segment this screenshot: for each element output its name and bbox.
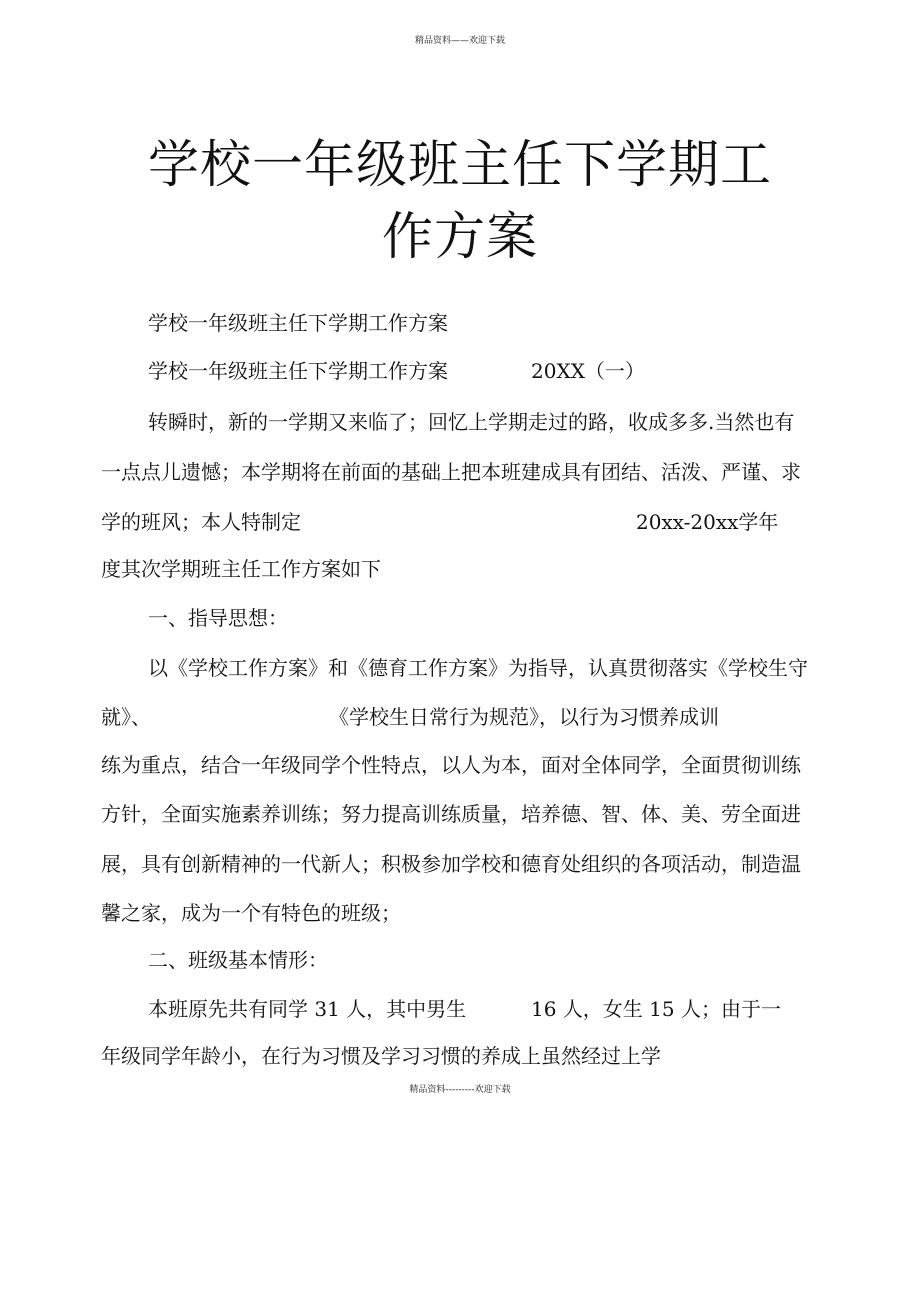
section-1-line-4: 方针，全面实施素养训练；努力提高训练质量，培养德、智、体、美、劳全面进 — [101, 802, 801, 826]
intro-line-3: 学的班风；本人特制定 — [101, 510, 301, 534]
intro-line-4: 度其次学期班主任工作方案如下 — [101, 557, 381, 581]
section-1-line-2a: 就》、 — [101, 705, 151, 729]
subtitle-line: 学校一年级班主任下学期工作方案 — [148, 311, 448, 335]
intro-line-2: 一点点儿遗憾；本学期将在前面的基础上把本班建成具有团结、活泼、严谨、求 — [101, 460, 801, 484]
document-title-line-1: 学校一年级班主任下学期工 — [147, 136, 772, 195]
section-2-heading: 二、班级基本情形： — [148, 948, 328, 972]
section-1-heading: 一、指导思想： — [148, 606, 288, 630]
section-1-line-6: 馨之家，成为一个有特色的班级； — [101, 901, 401, 925]
subtitle-code: 20XX（一） — [531, 359, 645, 383]
subtitle-line-2: 学校一年级班主任下学期工作方案 — [148, 359, 448, 383]
section-1-line-5: 展，具有创新精神的一代新人；积极参加学校和德育处组织的各项活动，制造温 — [101, 852, 801, 876]
section-1-line-3: 练为重点，结合一年级同学个性特点，以人为本，面对全体同学，全面贯彻训练 — [101, 753, 801, 777]
section-1-line-2b: 《学校生日常行为规范》，以行为习惯养成训 — [329, 705, 719, 729]
page-header: 精品资料——欢迎下载 — [414, 36, 505, 46]
section-1-line-1: 以《学校工作方案》和《德育工作方案》为指导，认真贯彻落实《学校生守 — [148, 656, 808, 680]
page-footer: 精品资料---------欢迎下载 — [409, 1085, 511, 1095]
intro-year-range: 20xx-20xx学年 — [636, 510, 779, 534]
section-2-line-1a: 本班原先共有同学 31 人，其中男生 — [148, 997, 467, 1021]
intro-line-1: 转瞬时，新的一学期又来临了；回忆上学期走过的路，收成多多.当然也有 — [148, 410, 795, 434]
section-2-line-1b: 16 人，女生 15 人；由于一 — [531, 997, 781, 1021]
section-2-line-2: 年级同学年龄小，在行为习惯及学习习惯的养成上虽然经过上学 — [101, 1044, 661, 1068]
document-title-line-2: 作方案 — [381, 208, 538, 267]
